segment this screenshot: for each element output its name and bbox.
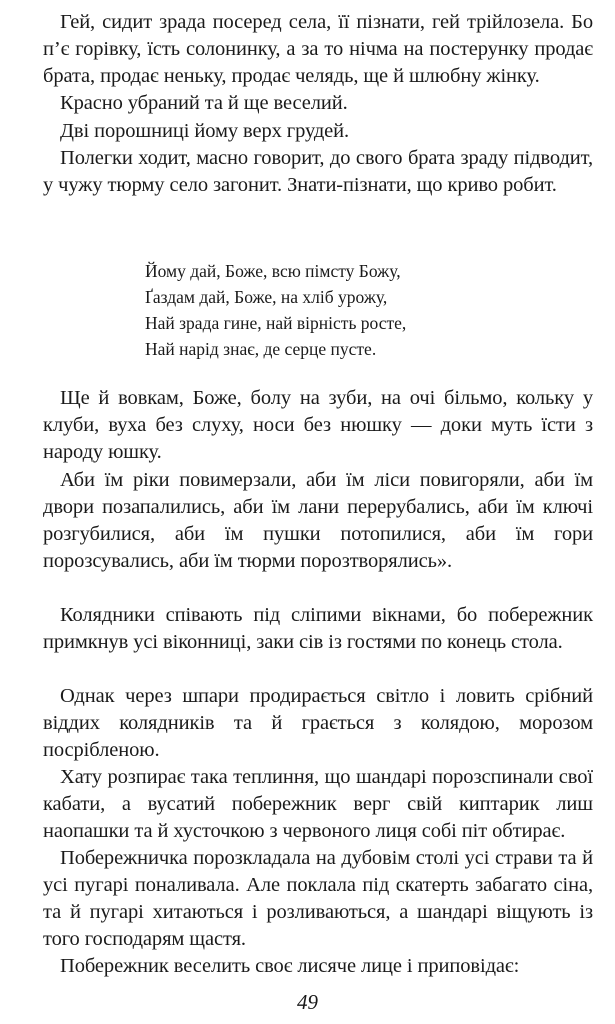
page-number: 49 xyxy=(297,990,318,1014)
verse-line: Най зрада гине, най вірність росте, xyxy=(145,313,407,333)
paragraph-betrayal: Гей, сидит зрада посеред села, її пізнати, гей трійлозела. Бо п’є горівку, їсть солонинку, а за то нічма на постерунку продає брата, продає неньку, продає челядь, ще й шлюбну жінку. xyxy=(43,11,593,87)
paragraph-dressed: Красно убраний та й ще веселий. xyxy=(60,92,348,114)
paragraph-walks-softly: Полегки ходит, масно говорит, до свого брата зраду підводит, у чужу тюрму село загонит. Знати-пізнати, що криво робит. xyxy=(43,147,593,196)
paragraph-wolves: Ще й вовкам, Боже, болу на зуби, на очі більмо, кольку у клуби, вуха без слуху, носи без нюшку — доки муть їсти з народу юшку. xyxy=(43,387,593,463)
verse-block xyxy=(145,258,406,362)
verse-line: Йому дай, Боже, всю пімсту Божу, xyxy=(145,261,401,281)
paragraph-powder-horns: Дві порошниці йому верх грудей. xyxy=(60,120,350,142)
paragraph-curses: Аби їм ріки повимерзали, аби їм ліси повигоряли, аби їм двори позапалились, аби їм лани перерубались, аби їм ключі розгубилися, аби їм пушки потопилися, аби їм гори порозсувались, аби їм тюрми порозтворялись». xyxy=(43,469,593,572)
paragraph-warmth: Хату розпирає така теплиння, що шандарі порозспинали свої кабати, а вусатий побережник верг свій киптарик лиш наопашки та й хусточкою з червоного лиця собі піт обтирає. xyxy=(43,766,593,842)
paragraph-carolers: Колядники співають під сліпими вікнами, бо побережник примкнув усі віконниці, заки сів із гостями по конець стола. xyxy=(43,604,593,653)
paragraph-light: Однак через шпари продирається світло і ловить срібний віддих колядників та й грається з колядою, морозом посріблeною. xyxy=(43,685,593,761)
paragraph-table: Побережничка порозкладала на дубовім столі усі страви та й усі пугарі поналивала. Але поклала під скатерть забагато сіна, та й пугарі хитаються і розливаються, а шандарі віщують із того господарям щастя. xyxy=(43,847,593,950)
paragraph-ranger-speaks: Побережник веселить своє лисяче лице і приповідає: xyxy=(60,955,520,977)
verse-line: Ґаздам дай, Боже, на хліб урожу, xyxy=(145,287,388,307)
verse-line: Най нарід знає, де серце пусте. xyxy=(145,339,377,359)
